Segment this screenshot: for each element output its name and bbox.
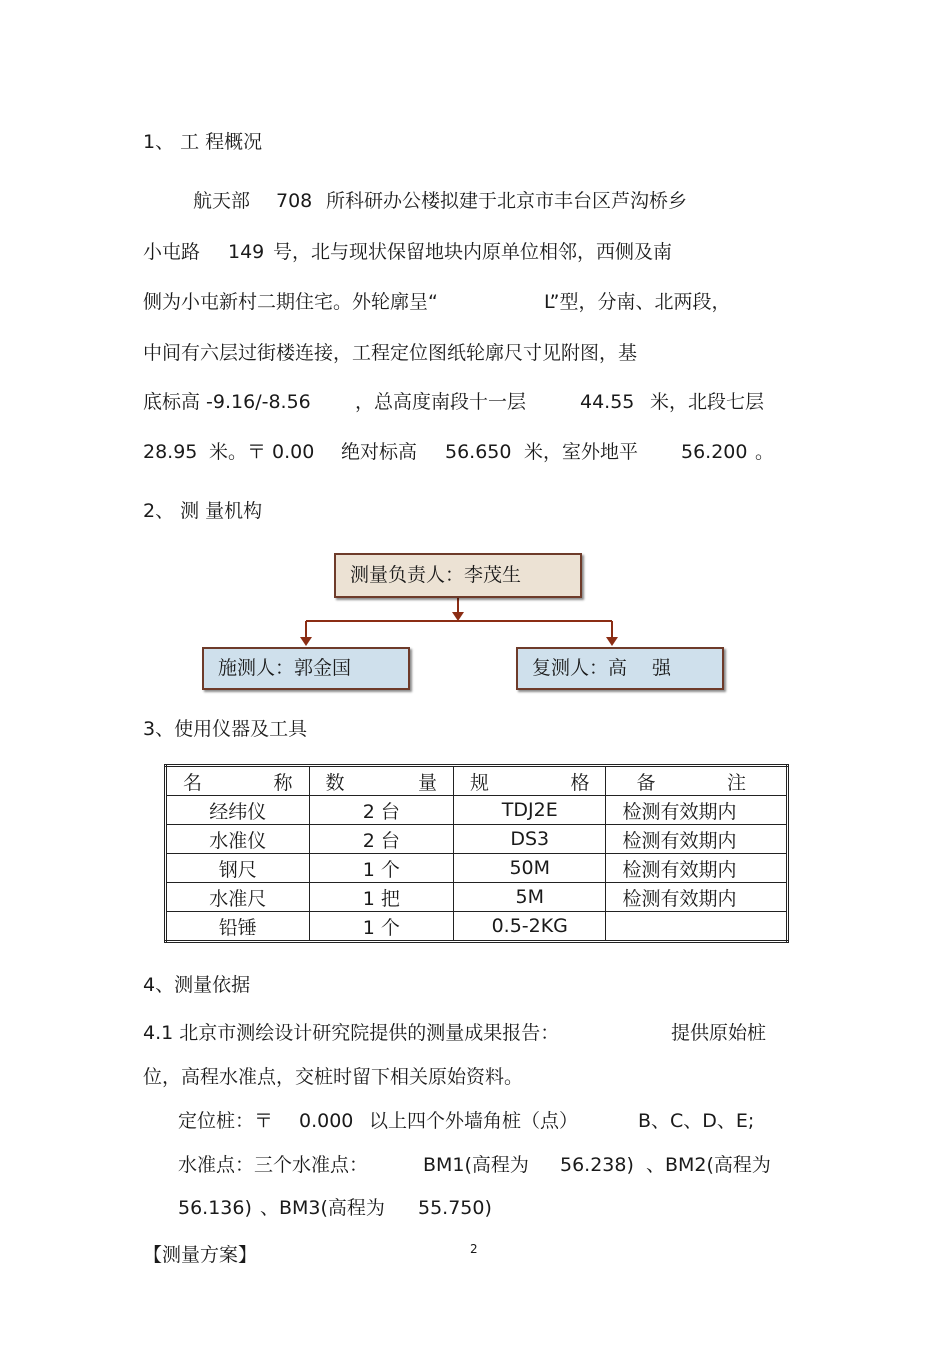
- section-1-heading: 1、 工 程概况: [143, 131, 263, 153]
- table-header-row: [166, 766, 788, 796]
- footer-label: 【测量方案】: [143, 1244, 258, 1266]
- org-surveyor-label: 施测人：郭金国: [218, 657, 352, 679]
- table-row: 钢尺 1 个 50M 检测有效期内: [166, 854, 788, 883]
- org-box-checker: [516, 647, 724, 690]
- table-header-cell: 数 量: [309, 766, 454, 796]
- org-manager-label: 测量负责人：李茂生: [350, 564, 522, 586]
- table-row: 水准仪 2 台 DS3 检测有效期内: [166, 825, 788, 854]
- org-checker-label: 复测人：高 强: [532, 657, 672, 679]
- table-row: 铅锤 1 个 0.5-2KG: [166, 912, 788, 942]
- table-header-cell: 备 注: [606, 766, 788, 796]
- table-header-cell: 规 格: [454, 766, 606, 796]
- org-box-manager: [334, 553, 582, 598]
- section-4-heading: 4、测量依据: [143, 974, 251, 996]
- org-box-surveyor: [202, 647, 410, 690]
- table-row: 水准尺 1 把 5M 检测有效期内: [166, 883, 788, 912]
- instrument-table: [164, 764, 789, 943]
- table-header-cell: 名 称: [166, 766, 310, 796]
- section-3-heading: 3、使用仪器及工具: [143, 718, 308, 740]
- section-2-heading: 2、 测 量机构: [143, 500, 263, 522]
- table-row: 经纬仪 2 台 TDJ2E 检测有效期内: [166, 796, 788, 825]
- page-number: 2: [470, 1242, 478, 1256]
